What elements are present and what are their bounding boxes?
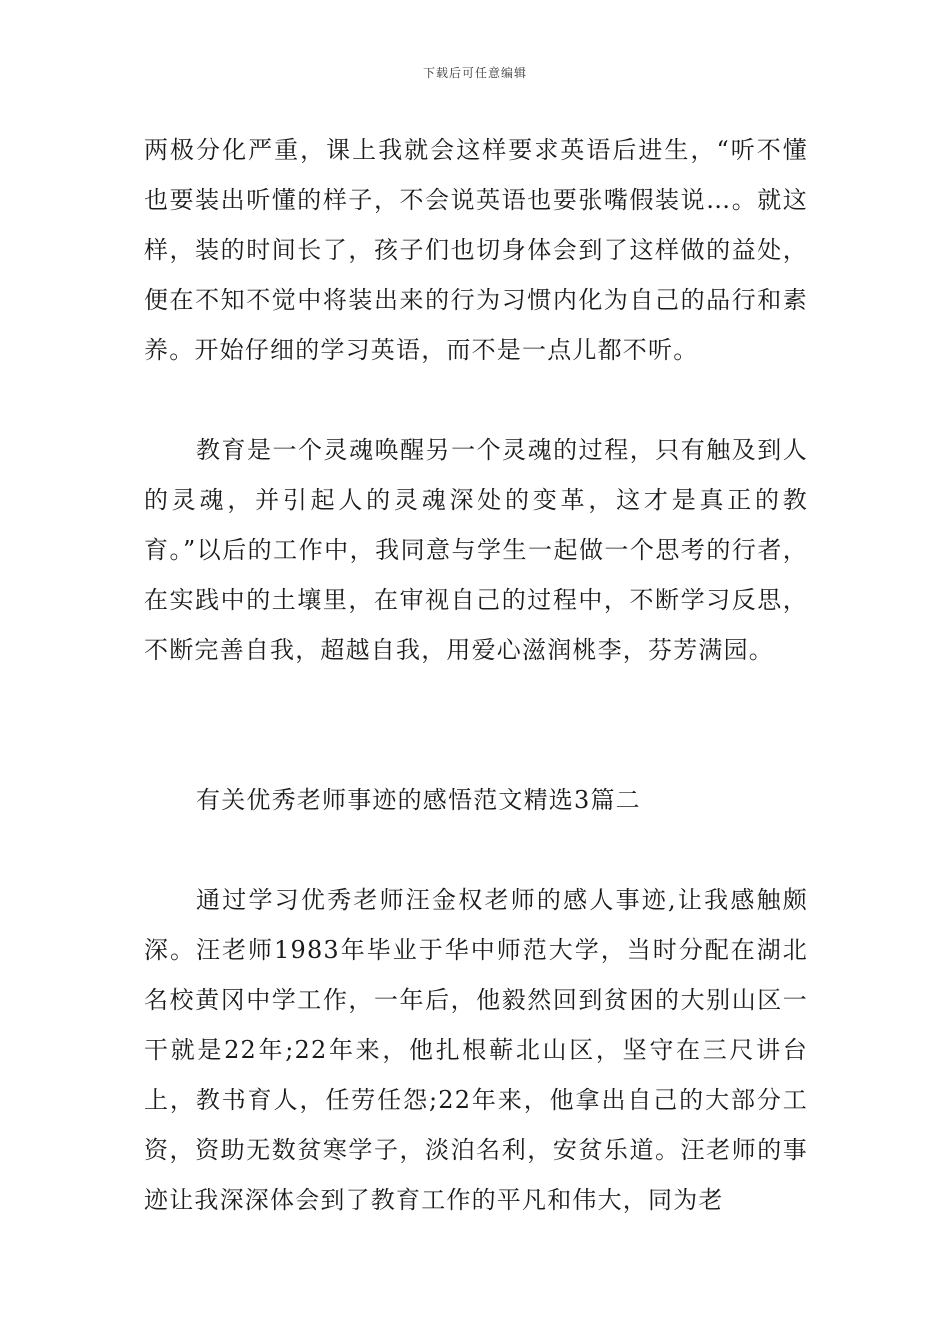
page-header: 下载后可任意编辑 xyxy=(422,66,527,80)
paragraph-1: 两极分化严重，课上我就会这样要求英语后进生，“听不懂也要装出听懂的样子，不会说英语也要张嘴假装说…。就这样，装的时间长了，孩子们也切身体会到了这样做的益处，便在不知不觉中将装出来的行为习惯内化为自己的品行和素养。开始仔细的学习英语，而不是一点儿都不听。 xyxy=(144,136,808,364)
section-heading: 有关优秀老师事迹的感悟范文精选3篇二 xyxy=(196,786,641,814)
paragraph-3: 通过学习优秀老师汪金权老师的感人事迹,让我感触颇深。汪老师1983年毕业于华中师范大学，当时分配在湖北名校黄冈中学工作，一年后，他毅然回到贫困的大别山区一干就是22年;22年来，他扎根蕲北山区，坚守在三尺讲台上，教书育人，任劳任怨;22年来，他拿出自己的大部分工资，资助无数贫寒学子，淡泊名利，安贫乐道。汪老师的事迹让我深深体会到了教育工作的平凡和伟大，同为老 xyxy=(144,886,808,1214)
paragraph-2: 教育是一个灵魂唤醒另一个灵魂的过程，只有触及到人的灵魂，并引起人的灵魂深处的变革，这才是真正的教育。”以后的工作中，我同意与学生一起做一个思考的行者，在实践中的土壤里，在审视自己的过程中，不断学习反思，不断完善自我，超越自我，用爱心滋润桃李，芬芳满园。 xyxy=(144,436,808,664)
